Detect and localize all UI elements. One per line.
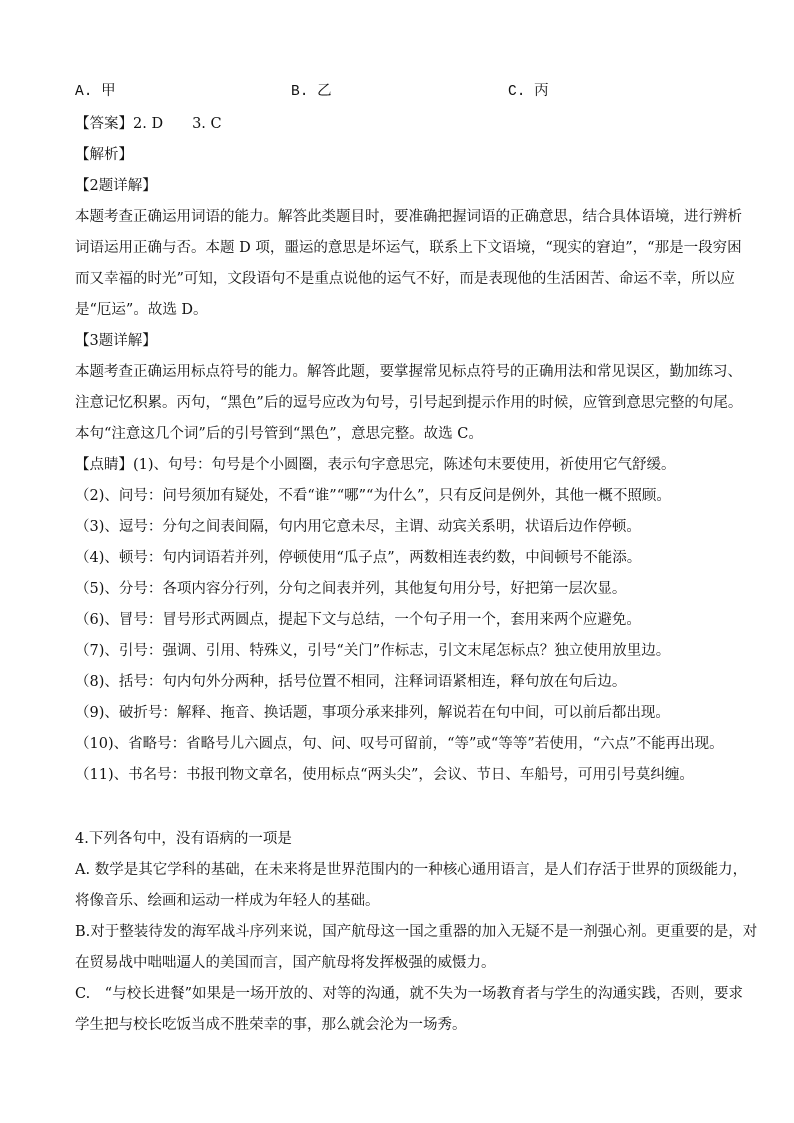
q2-line: 而又幸福的时光”可知，文段语句不是重点说他的运气不好，而是表现他的生活困苦、命运不幸，所以应 <box>75 271 735 287</box>
q4-option-line: 将像音乐、绘画和运动一样成为年轻人的基础。 <box>75 893 380 909</box>
q2-heading: 【2题详解】 <box>75 178 157 194</box>
q4-option-line: C. “与校长进餐”如果是一场开放的、对等的沟通，就不失为一场教育者与学生的沟通实践，否则，要求 <box>75 986 744 1002</box>
q2-line: 是“厄运”。故选 D。 <box>75 302 208 318</box>
tip-line: （9)、破折号：解释、拖音、换话题，事项分承来排列，解说若在句中间，可以前后都出现。 <box>75 705 670 721</box>
answer-line: 【答案】2. D 3. C <box>75 116 222 132</box>
q4-option-line: B.对于整装待发的海军战斗序列来说，国产航母这一国之重器的加入无疑不是一剂强心剂。更重要的是，对 <box>75 924 758 940</box>
q4-option-line: 在贸易战中咄咄逼人的美国而言，国产航母将发挥极强的威慑力。 <box>75 955 496 971</box>
tip-line: （7)、引号：强调、引用、特殊义，引号“关门”作标志，引文末尾怎标点？独立使用放里边。 <box>75 643 671 659</box>
q3-line: 注意记忆积累。丙句，“黑色”后的逗号应改为句号，引号起到提示作用的时候，应管到意思完整的句尾。 <box>75 395 743 411</box>
analysis-heading: 【解析】 <box>75 147 133 163</box>
tip-line: （3)、逗号：分句之间表间隔，句内用它意未尽，主谓、动宾关系明，状语后边作停顿。 <box>75 519 641 535</box>
option-a-prev: A. 甲 <box>75 84 116 100</box>
option-b-prev: B. 乙 <box>291 84 332 100</box>
tip-line: （6)、冒号：冒号形式两圆点，提起下文与总结，一个句子用一个，套用来两个应避免。 <box>75 612 641 628</box>
tip-line: （2)、问号：问号须加有疑处，不看“谁”“哪”“为什么”，只有反问是例外，其他一概不照顾。 <box>75 488 671 504</box>
tip-line: （8)、括号：句内句外分两种，括号位置不相同，注释词语紧相连，释句放在句后边。 <box>75 674 627 690</box>
q4-option-line: A. 数学是其它学科的基础，在未来将是世界范围内的一种核心通用语言，是人们存活于世界的顶级能力， <box>75 862 748 878</box>
q3-heading: 【3题详解】 <box>75 333 157 349</box>
tip-line: （11)、书名号：书报刊物文章名，使用标点“两头尖”，会议、节日、车船号，可用引号莫纠缠。 <box>75 767 694 783</box>
option-c-prev: C. 丙 <box>508 84 549 100</box>
q4-stem: 4.下列各句中，没有语病的一项是 <box>75 831 292 847</box>
q2-line: 词语运用正确与否。本题 D 项，噩运的意思是坏运气，联系上下文语境，“现实的窘迫”，“那是一段穷困 <box>75 240 742 256</box>
q4-option-line: 学生把与校长吃饭当成不胜荣幸的事，那么就会沦为一场秀。 <box>75 1017 467 1033</box>
tip-line: （5)、分号：各项内容分行列，分句之间表并列，其他复句用分号，好把第一层次显。 <box>75 581 627 597</box>
tip-line: （10)、省略号：省略号儿六圆点，句、问、叹号可留前，“等”或“等等”若使用，“六点”不能再出现。 <box>75 736 724 752</box>
q3-line: 本题考查正确运用标点符号的能力。解答此题，要掌握常见标点符号的正确用法和常见误区，勤加练习、 <box>75 364 742 380</box>
q2-line: 本题考查正确运用词语的能力。解答此类题目时，要准确把握词语的正确意思，结合具体语境，进行辨析 <box>75 209 742 225</box>
tip-line: （4)、顿号：句内词语若并列，停顿使用“瓜子点”，两数相连表约数，中间顿号不能添。 <box>75 550 642 566</box>
q3-line: 本句“注意这几个词”后的引号管到“黑色”，意思完整。故选 C。 <box>75 426 483 442</box>
tip-line: 【点睛】(1)、句号：句号是个小圆圈，表示句字意思完，陈述句末要使用，祈使用它气舒缓。 <box>75 457 676 473</box>
